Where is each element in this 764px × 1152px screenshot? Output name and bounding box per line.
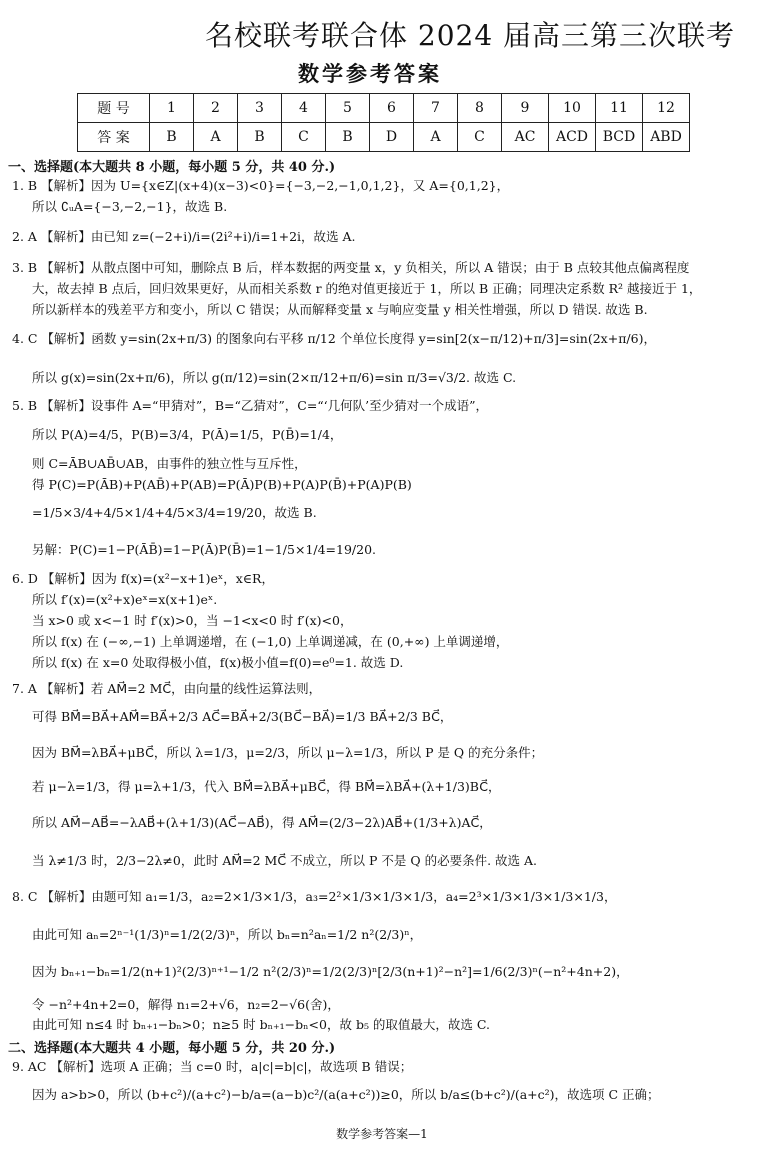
table-header-cell: 答 案	[78, 123, 150, 152]
table-cell: 12	[643, 94, 690, 123]
solution-line: 5. B 【解析】设事件 A=“甲猜对”，B=“乙猜对”，C=“‘几何队’至少猜对一个成语”，	[12, 398, 489, 413]
page-title: 名校联考联合体 2024 届高三第三次联考	[205, 19, 736, 52]
table-cell: 6	[370, 94, 414, 123]
solution-line: 则 C=ĀB∪AB̄∪AB，由事件的独立性与互斥性，	[32, 456, 307, 471]
section-title-choice: 一、选择题(本大题共 8 小题，每小题 5 分，共 40 分.)	[8, 160, 336, 175]
table-cell: A	[194, 123, 238, 152]
table-cell: 9	[502, 94, 549, 123]
solution-line: 另解：P(C)=1−P(ĀB̄)=1−P(Ā)P(B̄)=1−1/5×1/4=19/20.	[32, 542, 377, 557]
table-row-answers	[78, 123, 690, 152]
section-title-multi-choice: 二、选择题(本大题共 4 小题，每小题 5 分，共 20 分.)	[8, 1041, 336, 1056]
table-cell: C	[458, 123, 502, 152]
table-cell: B	[326, 123, 370, 152]
solution-line: 因为 bₙ₊₁−bₙ=1/2(n+1)²(2/3)ⁿ⁺¹−1/2 n²(2/3)ⁿ=1/2(2/3)ⁿ[2/3(n+1)²−n²]=1/6(2/3)ⁿ(−n²+4n+2)，	[32, 964, 629, 979]
solution-line: 当 λ≠1/3 时，2/3−2λ≠0，此时 AM⃗=2 MC⃗ 不成立，所以 P 不是 Q 的必要条件. 故选 A.	[32, 853, 538, 868]
table-row-numbers	[78, 94, 690, 123]
solution-line: 当 x>0 或 x<−1 时 f′(x)>0，当 −1<x<0 时 f′(x)<0，	[32, 613, 353, 628]
solution-line: 6. D 【解析】因为 f(x)=(x²−x+1)eˣ，x∈R，	[12, 571, 274, 586]
solution-line: 所以 f′(x)=(x²+x)eˣ=x(x+1)eˣ.	[32, 592, 218, 607]
solution-line: 所以 g(x)=sin(2x+π/6)，所以 g(π/12)=sin(2×π/12+π/6)=sin π/3=√3/2. 故选 C.	[32, 370, 517, 385]
table-cell: B	[238, 123, 282, 152]
table-cell: 2	[194, 94, 238, 123]
table-cell: 11	[596, 94, 643, 123]
page-subtitle: 数学参考答案	[298, 61, 442, 86]
table-cell: 5	[326, 94, 370, 123]
table-cell: 4	[282, 94, 326, 123]
table-cell: D	[370, 123, 414, 152]
solution-line: =1/5×3/4+4/5×1/4+4/5×3/4=19/20，故选 B.	[32, 505, 317, 520]
solution-line: 若 μ−λ=1/3，得 μ=λ+1/3，代入 BM⃗=λBA⃗+μBC⃗，得 BM⃗=λBA⃗+(λ+1/3)BC⃗，	[32, 779, 501, 794]
table-cell: 7	[414, 94, 458, 123]
answer-table	[77, 93, 690, 152]
solution-line: 所以 f(x) 在 (−∞,−1) 上单调递增，在 (−1,0) 上单调递减，在 (0,+∞) 上单调递增，	[32, 634, 509, 649]
solution-line: 7. A 【解析】若 AM⃗=2 MC⃗，由向量的线性运算法则，	[12, 681, 322, 696]
solution-line: 所以 f(x) 在 x=0 处取得极小值，f(x)极小值=f(0)=e⁰=1. 故选 D.	[32, 655, 404, 670]
solution-line: 由此可知 aₙ=2ⁿ⁻¹(1/3)ⁿ=1/2(2/3)ⁿ，所以 bₙ=n²aₙ=1/2 n²(2/3)ⁿ，	[32, 927, 423, 942]
table-cell: ACD	[549, 123, 596, 152]
solution-line: 由此可知 n≤4 时 bₙ₊₁−bₙ>0；n≥5 时 bₙ₊₁−bₙ<0，故 b₅ 的取值最大，故选 C.	[32, 1017, 491, 1032]
solution-line: 因为 BM⃗=λBA⃗+μBC⃗，所以 λ=1/3，μ=2/3，所以 μ−λ=1/3，所以 P 是 Q 的充分条件；	[32, 745, 544, 760]
table-cell: 10	[549, 94, 596, 123]
table-header-cell: 题 号	[78, 94, 150, 123]
solution-line: 3. B 【解析】从散点图中可知，删除点 B 后，样本数据的两变量 x，y 负相关，所以 A 错误；由于 B 点较其他点偏离程度	[12, 260, 690, 275]
solution-line: 2. A 【解析】由已知 z=(−2+i)/i=(2i²+i)/i=1+2i，故选 A.	[12, 229, 356, 244]
table-cell: 8	[458, 94, 502, 123]
solution-line: 1. B 【解析】因为 U={x∈Z|(x+4)(x−3)<0}={−3,−2,−1,0,1,2}，又 A={0,1,2}，	[12, 178, 510, 193]
table-cell: 1	[150, 94, 194, 123]
solution-line: 所以 P(A)=4/5，P(B)=3/4，P(Ā)=1/5，P(B̄)=1/4，	[32, 427, 343, 442]
table-cell: AC	[502, 123, 549, 152]
solution-line: 得 P(C)=P(ĀB)+P(AB̄)+P(AB)=P(Ā)P(B)+P(A)P(B̄)+P(A)P(B)	[32, 477, 412, 492]
table-cell: ABD	[643, 123, 690, 152]
page-footer: 数学参考答案—1	[336, 1127, 428, 1141]
table-cell: B	[150, 123, 194, 152]
table-cell: A	[414, 123, 458, 152]
solution-line: 令 −n²+4n+2=0，解得 n₁=2+√6，n₂=2−√6(舍)，	[32, 997, 340, 1012]
solution-line: 所以 ∁ᵤA={−3,−2,−1}，故选 B.	[32, 199, 228, 214]
solution-line: 8. C 【解析】由题可知 a₁=1/3，a₂=2×1/3×1/3，a₃=2²×1/3×1/3×1/3，a₄=2³×1/3×1/3×1/3×1/3，	[12, 889, 617, 904]
solution-line: 大，故去掉 B 点后，回归效果更好，从而相关系数 r 的绝对值更接近于 1，所以 B 正确；同理决定系数 R² 越接近于 1，	[32, 281, 702, 296]
solution-line: 所以 AM⃗−AB⃗=−λAB⃗+(λ+1/3)(AC⃗−AB⃗)，得 AM⃗=(2/3−2λ)AB⃗+(1/3+λ)AC⃗，	[32, 815, 492, 830]
table-cell: 3	[238, 94, 282, 123]
solution-line: 9. AC 【解析】选项 A 正确；当 c=0 时，a|c|=b|c|，故选项 B 错误；	[12, 1059, 413, 1074]
solution-line: 所以新样本的残差平方和变小，所以 C 错误；从而解释变量 x 与响应变量 y 相关性增强，所以 D 错误. 故选 B.	[32, 302, 648, 317]
solution-line: 可得 BM⃗=BA⃗+AM⃗=BA⃗+2/3 AC⃗=BA⃗+2/3(BC⃗−BA⃗)=1/3 BA⃗+2/3 BC⃗，	[32, 709, 453, 724]
solution-line: 4. C 【解析】函数 y=sin(2x+π/3) 的图象向右平移 π/12 个单位长度得 y=sin[2(x−π/12)+π/3]=sin(2x+π/6)，	[12, 331, 656, 346]
solution-line: 因为 a>b>0，所以 (b+c²)/(a+c²)−b/a=(a−b)c²/(a(a+c²))≥0，所以 b/a≤(b+c²)/(a+c²)，故选项 C 正确；	[32, 1087, 660, 1102]
table-cell: BCD	[596, 123, 643, 152]
table-cell: C	[282, 123, 326, 152]
